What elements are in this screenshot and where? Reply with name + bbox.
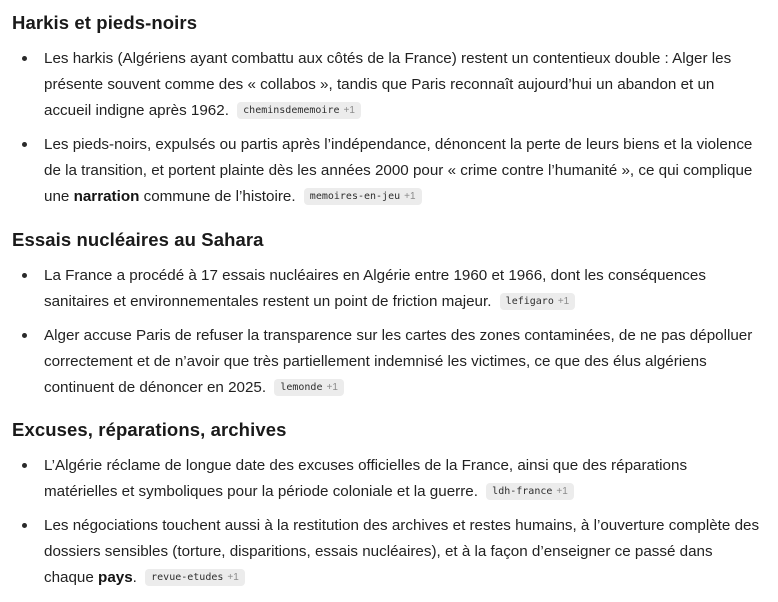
source-name: lemonde [280,382,323,393]
source-more-count: +1 [326,382,338,393]
source-citation-chip[interactable] [486,483,574,500]
source-more-count: +1 [404,191,416,202]
source-name: revue-etudes [151,572,224,583]
list-item [12,513,760,591]
source-citation-chip[interactable] [237,102,361,119]
source-name: ldh-france [492,486,553,497]
bullet-list-essais [12,263,760,409]
source-citation-chip[interactable] [304,188,422,205]
source-citation-chip[interactable] [274,379,344,396]
section-heading-harkis: Harkis et pieds-noirs [12,12,198,33]
source-citation-chip[interactable] [145,569,245,586]
item-text: La France a procédé à 17 essais nucléaires en Algérie entre 1960 et 1966, dont les conséquences sanitaires et environnementales restent un point de friction majeur. [44,267,706,310]
list-item [12,132,760,210]
source-more-count: +1 [343,105,355,116]
section-heading-essais: Essais nucléaires au Sahara [12,229,264,250]
item-text-before: Les négociations touchent aussi à la restitution des archives et restes humains, à l’ouverture complète des dossiers sensibles (torture, disparitions, essais nucléaires), et à la façon d’enseigner ce passé dans chaque [44,517,760,586]
item-text-after: commune de l’histoire. [139,188,296,205]
source-name: cheminsdememoire [243,105,340,116]
list-item [12,263,760,315]
list-item [12,46,760,124]
item-text-before: Les pieds-noirs, expulsés ou partis après l’indépendance, dénoncent la perte de leurs biens et la violence de la transition, et portent plainte dès les années 2000 pour « crime contre l’humanité », ce qui complique une [44,136,753,205]
source-more-count: +1 [556,486,568,497]
bullet-list-harkis [12,46,760,218]
bullet-dot-icon [22,463,27,468]
bullet-dot-icon [22,142,27,147]
bullet-dot-icon [22,523,27,528]
bullet-dot-icon [22,273,27,278]
list-item [12,453,760,505]
item-text: L’Algérie réclame de longue date des excuses officielles de la France, ainsi que des réparations matérielles et symboliques pour la période coloniale et la guerre. [44,457,688,500]
bullet-dot-icon [22,333,27,338]
source-more-count: +1 [557,296,570,307]
item-text-bold: narration [73,188,140,205]
bullet-list-excuses [12,453,760,599]
source-name: memoires-en-jeu [309,191,401,202]
item-text: Les harkis (Algériens ayant combattu aux côtés de la France) restent un contentieux double : Alger les présente souvent comme des « collabos », tandis que Paris reconnaît aujourd’hui un abandon et un accueil indigne après 1962. [44,50,732,119]
source-more-count: +1 [227,572,239,583]
bullet-dot-icon [22,56,27,61]
source-name: lefigaro [505,296,554,307]
item-text: Alger accuse Paris de refuser la transparence sur les cartes des zones contaminées, de ne pas dépolluer correctement et de n’avoir que très partiellement indemnisé les victimes, ce que des élus algériens continuent de dénoncer en 2025. [44,327,753,396]
item-text-bold: pays [98,569,133,586]
source-citation-chip[interactable] [500,293,576,310]
section-heading-excuses: Excuses, réparations, archives [12,419,287,440]
item-text-after: . [132,569,137,586]
list-item [12,323,760,401]
